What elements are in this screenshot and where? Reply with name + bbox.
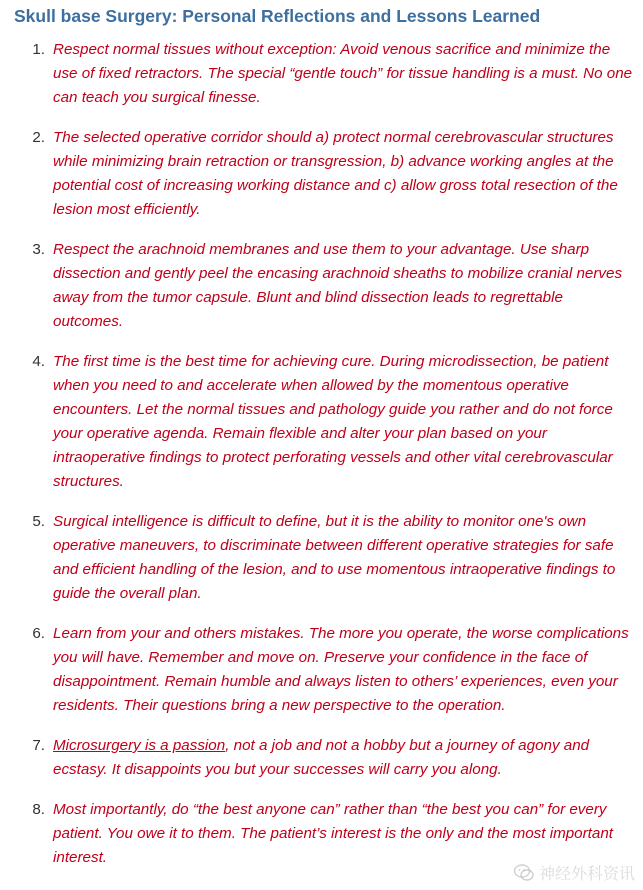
list-item-number: 8. — [32, 801, 45, 818]
list-item — [0, 510, 643, 606]
list-item-text: Learn from your and others mistakes. The more you operate, the worse complications you will have. Remember and move on. Preserve your confidence in the face of disappointment. Remain humble and always listen to others’ experiences, even your residents. Their questions bring a new perspective to the operation. — [53, 625, 629, 714]
list-item-number: 2. — [32, 129, 45, 146]
list-item-number: 6. — [32, 625, 45, 642]
list-item-text-rest: , not a job and not a hobby but a journey of agony and ecstasy. It disappoints you but your successes will carry you along. — [53, 737, 590, 778]
list-item-number: 3. — [32, 241, 45, 258]
list-item — [0, 622, 643, 718]
list-item — [0, 734, 643, 782]
list-item-text — [53, 734, 635, 782]
list-item-number: 7. — [32, 737, 45, 754]
page-title: Skull base Surgery: Personal Reflections and Lessons Learned — [14, 6, 541, 26]
list-item-number: 4. — [32, 353, 45, 370]
list-item-text: Respect the arachnoid membranes and use them to your advantage. Use sharp dissection and gently peel the encasing arachnoid sheaths to mobilize cranial nerves away from the tumor capsule. Blunt and blind dissection leads to regrettable outcomes. — [53, 241, 623, 330]
lessons-list — [0, 38, 643, 886]
list-item — [0, 238, 643, 334]
list-item-text: Respect normal tissues without exception: Avoid venous sacrifice and minimize the use of fixed retractors. The special “gentle touch” for tissue handling is a must. No one can teach you surgical finesse. — [53, 41, 633, 106]
list-item — [0, 126, 643, 222]
list-item-text: The selected operative corridor should a) protect normal cerebrovascular structures while minimizing brain retraction or transgression, b) advance working angles at the potential cost of increasing working distance and c) allow gross total resection of the lesion most efficiently. — [53, 129, 618, 218]
list-item-text: Surgical intelligence is difficult to define, but it is the ability to monitor one's own operative maneuvers, to discriminate between different operative strategies for safe and efficient handling of the lesion, and to use momentous intraoperative findings to guide the overall plan. — [53, 513, 616, 602]
list-item — [0, 38, 643, 110]
watermark-text: 神经外科资讯 — [538, 864, 635, 883]
list-item — [0, 350, 643, 494]
list-item-number: 5. — [32, 513, 45, 530]
passion-link[interactable]: Microsurgery is a passion — [53, 737, 226, 754]
list-item-number: 1. — [32, 41, 45, 58]
list-item — [0, 798, 643, 870]
list-item-text: Most importantly, do “the best anyone can” rather than “the best you can” for every patient. You owe it to them. The patient’s interest is the only and the most important interest. — [53, 801, 614, 866]
list-item-text: The first time is the best time for achieving cure. During microdissection, be patient when you need to and accelerate when allowed by the momentous operative encounters. Let the normal tissues and pathology guide you rather and do not force your operative agenda. Remain flexible and alter your plan based on your intraoperative findings to protect perforating vessels and other vital cerebrovascular structures. — [53, 353, 613, 490]
